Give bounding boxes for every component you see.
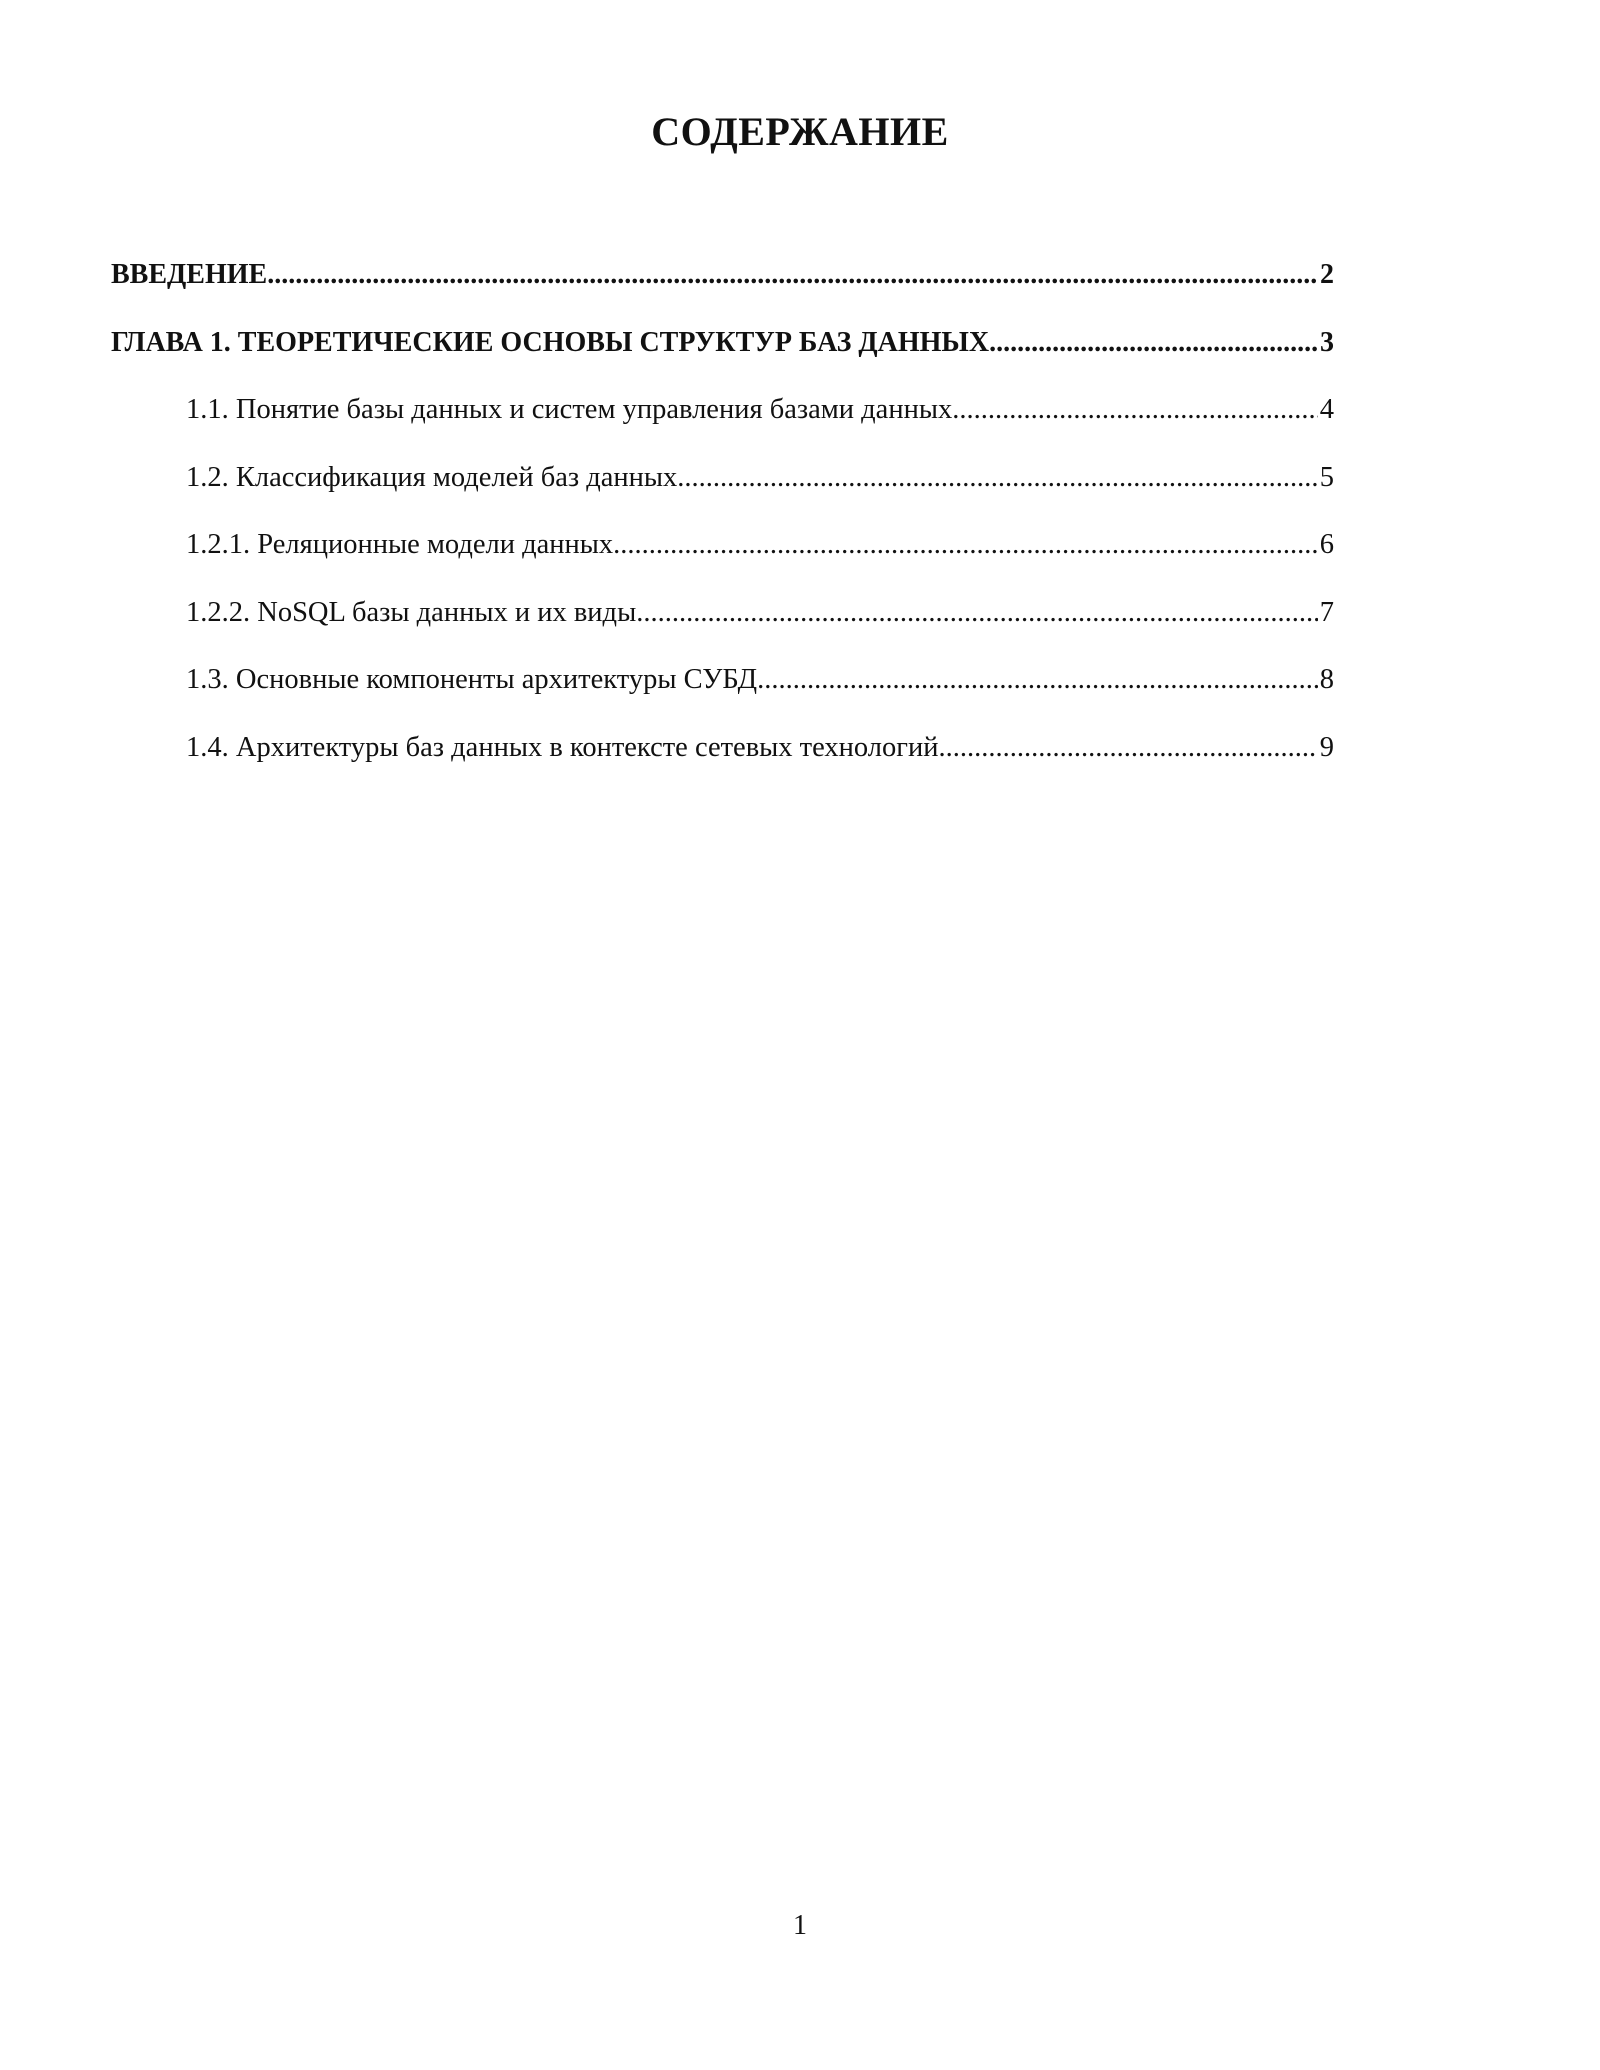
toc-entry-page: 5	[1319, 461, 1334, 493]
table-of-contents	[111, 255, 1334, 795]
toc-entry[interactable]	[111, 255, 1334, 323]
toc-dot-leader	[989, 323, 1318, 363]
toc-entry-page: 4	[1319, 394, 1334, 425]
toc-dot-leader	[267, 255, 1318, 295]
toc-entry-page: 6	[1319, 529, 1334, 560]
toc-dot-leader	[677, 458, 1317, 498]
toc-entry[interactable]	[111, 458, 1334, 526]
toc-entry-text: 1.4. Архитектуры баз данных в контексте сетевых технологий	[186, 731, 939, 763]
toc-entry-text: 1.1. Понятие базы данных и систем управления базами данных	[186, 394, 953, 425]
toc-entry-page: 2	[1320, 259, 1334, 290]
toc-entry[interactable]	[111, 323, 1334, 391]
toc-entry-page: 8	[1319, 664, 1334, 695]
toc-dot-leader	[938, 728, 1317, 768]
toc-entry-text: 1.2.1. Реляционные модели данных	[186, 529, 614, 560]
toc-entry[interactable]	[111, 390, 1334, 458]
toc-entry-text: 1.2.2. NoSQL базы данных и их виды	[186, 596, 637, 628]
toc-entry[interactable]	[111, 728, 1334, 796]
toc-entry-page: 3	[1320, 326, 1334, 358]
toc-entry[interactable]	[111, 593, 1334, 661]
toc-entry-text: ВВЕДЕНИЕ	[111, 259, 268, 290]
toc-entry[interactable]	[111, 660, 1334, 728]
toc-entry-page: 9	[1319, 731, 1334, 763]
toc-dot-leader	[613, 525, 1318, 565]
toc-dot-leader	[757, 660, 1318, 700]
toc-dot-leader	[952, 390, 1318, 430]
page-number: 1	[793, 1910, 807, 1941]
toc-dot-leader	[636, 593, 1318, 633]
toc-entry-text: 1.2. Классификация моделей баз данных	[186, 461, 678, 493]
toc-entry-page: 7	[1319, 596, 1334, 628]
toc-entry[interactable]	[111, 525, 1334, 593]
toc-title: СОДЕРЖАНИЕ	[651, 109, 949, 154]
toc-entry-text: ГЛАВА 1. ТЕОРЕТИЧЕСКИЕ ОСНОВЫ СТРУКТУР БАЗ ДАННЫХ	[111, 326, 990, 358]
toc-entry-text: 1.3. Основные компоненты архитектуры СУБД	[186, 664, 758, 695]
